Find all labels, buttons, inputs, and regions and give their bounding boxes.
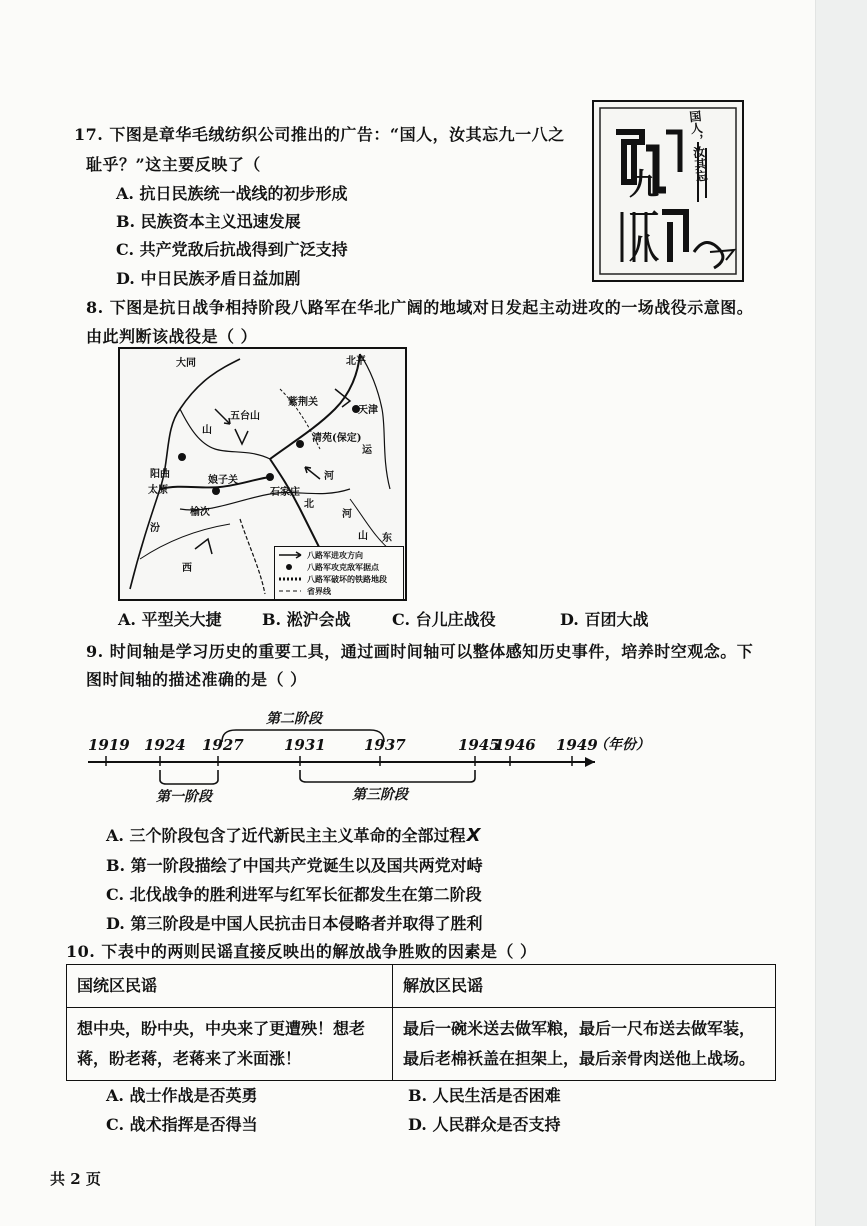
header-kmt-area: 国统区民谣: [67, 965, 393, 1008]
year-1946: 1946: [494, 736, 536, 754]
timeline-unit: （年份）: [594, 737, 650, 753]
map-label-fen: 汾: [150, 523, 160, 534]
table-row: [67, 1008, 776, 1081]
q7-option-c[interactable]: C. 共产党敌后抗战得到广泛支持: [116, 240, 348, 259]
q8-stem-line1: 8. 下图是抗日战争相持阶段八路军在华北广阔的地域对日发起主动进攻的一场战役示意图。: [86, 298, 754, 317]
table-header-row: [67, 965, 776, 1008]
q10-option-b[interactable]: B. 人民生活是否困难: [408, 1086, 561, 1105]
q10-stem: 10. 下表中的两则民谣直接反映出的解放战争胜败的因素是（ ）: [66, 942, 537, 961]
cell-kmt-song: 想中央，盼中央，中央来了更遭殃！想老蒋，盼老蒋，老蒋来了米面涨！: [67, 1008, 393, 1081]
legend-attack: 八路军进攻方向: [307, 550, 363, 560]
legend-railway: 八路军破坏的铁路地段: [307, 574, 387, 584]
year-1927: 1927: [202, 736, 244, 754]
q9-option-b[interactable]: B. 第一阶段描绘了中国共产党诞生以及国共两党对峙: [106, 856, 483, 875]
map-label-he: 河: [324, 471, 334, 482]
year-1924: 1924: [144, 736, 186, 754]
map-label-shan: 山: [202, 425, 212, 436]
q9-option-c[interactable]: C. 北伐战争的胜利进军与红军长征都发生在第二阶段: [106, 885, 482, 904]
q7-option-b[interactable]: B. 民族资本主义迅速发展: [116, 212, 301, 231]
map-label-qingyuan: 清苑(保定): [312, 433, 362, 444]
header-liberated-area: 解放区民谣: [393, 965, 776, 1008]
cell-liberated-song: 最后一碗米送去做军粮，最后一尺布送去做军装，最后老棉袄盖在担架上，最后亲骨肉送他上战场。: [393, 1008, 776, 1081]
stage-one-label: 第一阶段: [156, 789, 212, 805]
q10-option-a[interactable]: A. 战士作战是否英勇: [106, 1086, 258, 1105]
poster-side-text: 国人，汝其忘: [687, 109, 709, 183]
map-label-long: 北: [304, 499, 314, 510]
map-label-yun: 运: [362, 445, 372, 456]
q8-option-b[interactable]: B. 淞沪会战: [262, 610, 351, 629]
map-label-beiping: 北平: [346, 356, 366, 367]
map-label-wutai: 五台山: [230, 411, 260, 422]
q7-poster-image: [592, 100, 744, 282]
q8-option-a[interactable]: A. 平型关大捷: [118, 610, 222, 629]
battle-map: [118, 347, 407, 601]
map-label-yangqu: 阳曲: [150, 469, 170, 480]
map-label-tianjin: 天津: [358, 405, 378, 416]
q7-option-a[interactable]: A. 抗日民族统一战线的初步形成: [116, 184, 348, 203]
year-1931: 1931: [284, 736, 326, 754]
map-label-taiyuan: 太原: [148, 485, 168, 496]
q10-option-c[interactable]: C. 战术指挥是否得当: [106, 1115, 258, 1134]
q10-option-d[interactable]: D. 人民群众是否支持: [408, 1115, 561, 1134]
stage-two-label: 第二阶段: [266, 711, 322, 727]
wrong-mark: X: [466, 825, 481, 846]
poster-big-text: 九一八: [623, 168, 658, 264]
legend-border: 省界线: [307, 586, 331, 596]
year-1919: 1919: [88, 736, 130, 754]
q8-option-c[interactable]: C. 台儿庄战役: [392, 610, 496, 629]
year-1945: 1945: [458, 736, 500, 754]
year-1937: 1937: [364, 736, 406, 754]
q7-stem-line1: 17. 下图是章华毛绒纺织公司推出的广告：“国人，汝其忘九一八之: [74, 125, 565, 144]
q9-option-a[interactable]: [106, 823, 480, 846]
map-label-yuci: 榆次: [190, 507, 210, 518]
map-label-he2: 河: [342, 509, 352, 520]
poster-drawing: [594, 102, 742, 280]
map-legend: [274, 546, 404, 600]
year-1949: 1949: [556, 736, 598, 754]
folk-song-table: [66, 964, 776, 1081]
q9-stem-line1: 9. 时间轴是学习历史的重要工具，通过画时间轴可以整体感知历史事件，培养时空观念。下: [86, 642, 754, 661]
map-label-shandong-dong: 东: [382, 533, 392, 544]
map-label-niangziguan: 娘子关: [208, 475, 238, 486]
page-edge: [815, 0, 867, 1226]
q7-option-d[interactable]: D. 中日民族矛盾日益加剧: [116, 269, 301, 288]
q9-option-d[interactable]: D. 第三阶段是中国人民抗击日本侵略者并取得了胜利: [106, 914, 483, 933]
map-label-datong: 大同: [176, 358, 196, 369]
stage-three-label: 第三阶段: [352, 787, 408, 803]
legend-captured: 八路军攻克敌军据点: [307, 562, 379, 572]
q9-stem-line2: 图时间轴的描述准确的是（ ）: [86, 670, 307, 689]
map-label-laiyuan: 紫荆关: [288, 397, 318, 408]
map-label-shandong-shan: 山: [358, 531, 368, 542]
timeline: [80, 700, 660, 805]
map-label-shijiazhuang: 石家庄: [270, 487, 300, 498]
q9-option-a-text: A. 三个阶段包含了近代新民主主义革命的全部过程: [106, 826, 466, 845]
q8-option-d[interactable]: D. 百团大战: [560, 610, 649, 629]
map-label-xi: 西: [182, 563, 192, 574]
q7-stem-line2: 耻乎？”这主要反映了（: [86, 155, 261, 174]
q8-stem-line2: 由此判断该战役是（ ）: [86, 327, 258, 346]
page-footer: 共 2 页: [50, 1170, 101, 1188]
